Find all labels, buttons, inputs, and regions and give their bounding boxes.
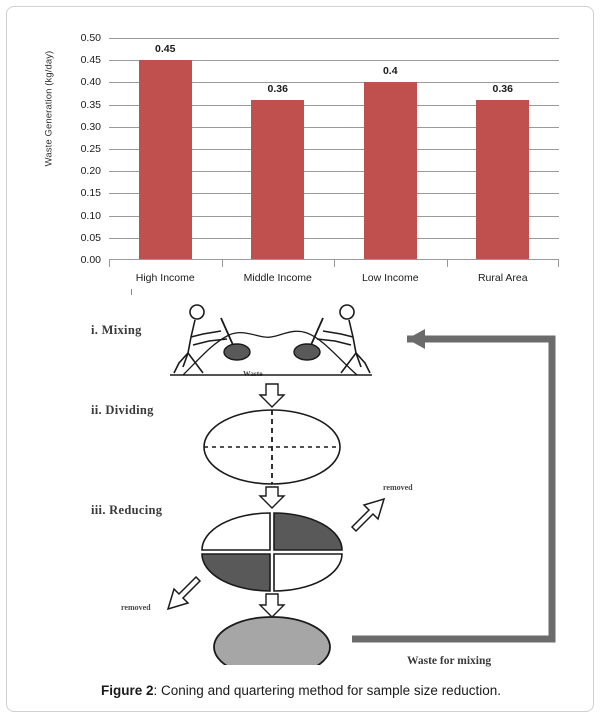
recycle-loop-arrow xyxy=(352,339,552,639)
chart-bar-value-label: 0.45 xyxy=(155,43,176,56)
arrow-dividing-to-reducing xyxy=(260,487,284,508)
chart-x-tick-mark xyxy=(558,260,559,267)
left-shovel-blade xyxy=(224,344,250,360)
recycle-loop-arrowhead xyxy=(407,329,425,349)
reducing-ellipse-group xyxy=(202,513,342,591)
chart-y-tick-label: 0.10 xyxy=(80,209,101,222)
chart-bar-value-label: 0.4 xyxy=(382,65,398,78)
chart-y-tick-label: 0.40 xyxy=(80,76,101,89)
waste-pile-label: Waste xyxy=(243,369,263,378)
chart-x-tick-label: High Income xyxy=(109,260,222,284)
chart-bar[interactable] xyxy=(139,60,192,260)
chart-y-tick-label: 0.20 xyxy=(80,165,101,178)
chart-y-axis-title: Waste Generation (kg/day) xyxy=(43,50,55,167)
step-label-reducing: iii. Reducing xyxy=(91,503,163,517)
chart-bar[interactable] xyxy=(251,100,304,260)
step-label-dividing: ii. Dividing xyxy=(91,403,154,417)
chart-x-tick-label: Rural Area xyxy=(447,260,560,284)
chart-x-tick-label: Middle Income xyxy=(222,260,335,284)
figure-card xyxy=(6,6,594,712)
waste-for-mixing-label: Waste for mixing xyxy=(407,655,492,667)
quadrant-top-left xyxy=(202,513,270,550)
coning-quartering-diagram xyxy=(7,295,595,665)
chart-bar-value-label: 0.36 xyxy=(492,83,513,96)
left-figure-head xyxy=(190,305,204,319)
right-shovel-blade xyxy=(294,344,320,360)
chart-bar-slot xyxy=(222,38,335,260)
chart-y-tick-label: 0.15 xyxy=(80,187,101,200)
chart-x-tick-mark xyxy=(109,260,110,267)
arrow-reducing-to-final xyxy=(260,594,284,617)
mixing-scene-group xyxy=(170,305,372,375)
quadrant-bottom-left xyxy=(202,554,270,591)
left-figure-arm-upper xyxy=(191,331,221,337)
left-figure-leg-front xyxy=(188,353,203,373)
diagram-vector-layer xyxy=(7,295,595,665)
removed-arrow-lower-left xyxy=(168,577,200,609)
chart-bar[interactable] xyxy=(364,82,417,260)
chart-bar[interactable] xyxy=(476,100,529,260)
chart-x-tick-mark xyxy=(447,260,448,267)
left-shovel-handle xyxy=(221,318,233,345)
right-figure-arm-upper xyxy=(323,331,353,337)
chart-plot-area xyxy=(80,32,559,266)
chart-bar-slot xyxy=(109,38,222,260)
removed-arrow-upper-right xyxy=(352,499,384,531)
final-sample-ellipse xyxy=(214,617,330,665)
chart-x-axis-tick-labels xyxy=(109,260,559,284)
left-figure-arm-lower xyxy=(193,339,227,345)
right-figure-leg-back xyxy=(356,353,370,373)
waste-pile-outline xyxy=(183,331,357,375)
removed-label-lower-left: removed xyxy=(121,603,151,612)
chart-x-tick-mark xyxy=(334,260,335,267)
chart-y-tick-label: 0.05 xyxy=(80,231,101,244)
left-figure-leg-back xyxy=(174,353,188,373)
quadrant-bottom-right xyxy=(274,554,342,591)
chart-bar-slot xyxy=(334,38,447,260)
right-figure-head xyxy=(340,305,354,319)
arrow-mixing-to-dividing xyxy=(260,384,284,407)
chart-x-tick-label: Low Income xyxy=(334,260,447,284)
chart-y-tick-label: 0.25 xyxy=(80,143,101,155)
step-label-mixing: i. Mixing xyxy=(91,323,142,337)
removed-label-upper-right: removed xyxy=(383,483,413,492)
quadrant-top-right xyxy=(274,513,342,550)
waste-generation-bar-chart xyxy=(7,7,595,295)
chart-y-tick-label: 0.00 xyxy=(80,254,101,266)
chart-bars xyxy=(109,38,559,260)
dividing-ellipse-group xyxy=(204,410,340,484)
chart-bar-value-label: 0.36 xyxy=(267,83,288,96)
chart-y-tick-label: 0.35 xyxy=(80,98,101,111)
chart-y-tick-label: 0.30 xyxy=(80,120,101,133)
chart-y-tick-label: 0.45 xyxy=(80,54,101,67)
figure-caption-prefix: Figure 2 xyxy=(101,683,154,698)
right-figure-leg-front xyxy=(341,353,356,373)
chart-bar-slot xyxy=(447,38,560,260)
figure-caption xyxy=(7,683,595,698)
figure-caption-text: : Coning and quartering method for sample size reduction. xyxy=(153,683,501,698)
chart-x-tick-mark xyxy=(222,260,223,267)
chart-y-tick-label: 0.50 xyxy=(80,32,101,44)
